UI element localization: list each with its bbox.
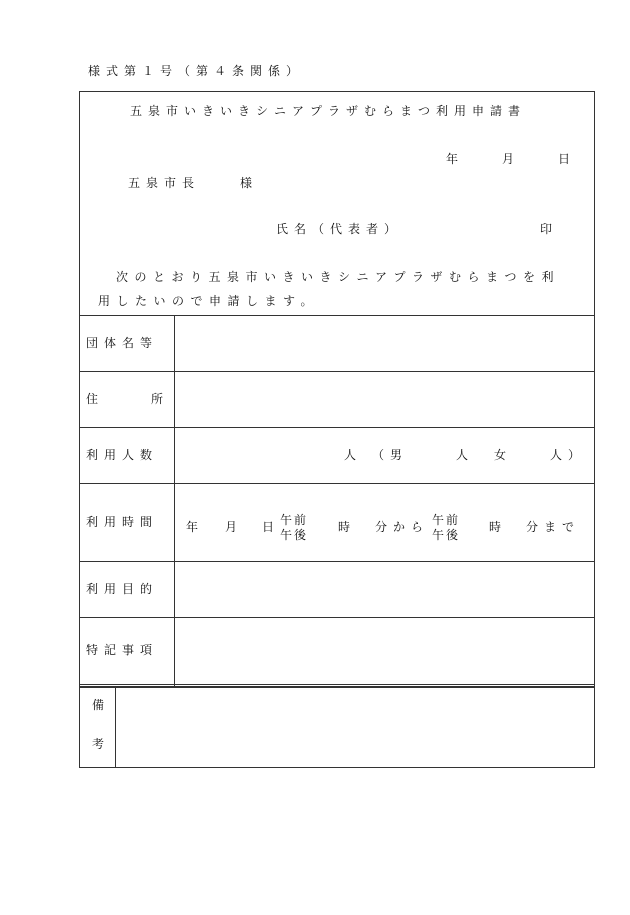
addressee-name: 五泉市長 [128, 176, 201, 190]
time-end-ampm [432, 513, 460, 543]
addressee-honorific: 様 [240, 176, 259, 190]
row-divider [79, 371, 595, 372]
row-divider [79, 427, 595, 428]
applicant-name-label: 氏名（代表者） [276, 222, 403, 236]
time-start-am: 午前 [280, 513, 309, 527]
address-label-a: 住 [86, 392, 105, 406]
label-column-divider [174, 315, 175, 687]
address-field[interactable] [176, 373, 593, 426]
time-end-am: 午前 [432, 513, 461, 527]
users-male-open: （男 [372, 448, 409, 462]
address-label-b: 所 [151, 392, 170, 406]
table-top-border [79, 315, 595, 316]
time-start-pm: 午後 [280, 528, 309, 542]
purpose-field[interactable] [176, 563, 593, 616]
time-year-label: 年 [186, 520, 205, 534]
date-month-label: 月 [502, 152, 521, 166]
row-divider [79, 617, 595, 618]
users-male-unit: 人 [456, 448, 475, 462]
time-start-minute-from: 分から [375, 520, 430, 534]
form-title: 五泉市いきいきシニアプラザむらまつ利用申請書 [130, 104, 527, 118]
users-total-unit: 人 [344, 448, 363, 462]
organization-field[interactable] [176, 317, 593, 370]
time-start-hour: 時 [338, 520, 357, 534]
time-month-label: 月 [225, 520, 244, 534]
row-divider [79, 483, 595, 484]
purpose-label: 利用目的 [86, 582, 159, 596]
users-label: 利用人数 [86, 448, 159, 462]
remarks-label-a: 備 [92, 698, 111, 712]
row-divider [79, 561, 595, 562]
organization-label: 団体名等 [86, 336, 159, 350]
notes-label: 特記事項 [86, 643, 159, 657]
users-female-label: 女 [494, 448, 513, 462]
request-text-line2: 用したいので申請します。 [98, 294, 320, 308]
time-end-hour: 時 [489, 520, 508, 534]
table-bottom-double-border [79, 684, 595, 685]
date-year-label: 年 [446, 152, 465, 166]
remarks-field[interactable] [117, 689, 593, 766]
form-number: 様式第１号（第４条関係） [88, 64, 305, 78]
request-text-line1: 次のとおり五泉市いきいきシニアプラザむらまつを利 [116, 270, 561, 284]
users-female-unit-close: 人） [550, 448, 587, 462]
time-end-minute-to: 分まで [526, 520, 581, 534]
time-label: 利用時間 [86, 515, 159, 529]
remarks-label-b: 考 [92, 737, 111, 751]
remarks-label-divider [115, 687, 116, 768]
notes-field[interactable] [176, 619, 593, 683]
date-day-label: 日 [558, 152, 577, 166]
time-day-label: 日 [262, 520, 281, 534]
time-end-pm: 午後 [432, 528, 461, 542]
seal-label: 印 [540, 222, 559, 236]
time-start-ampm [280, 513, 308, 543]
